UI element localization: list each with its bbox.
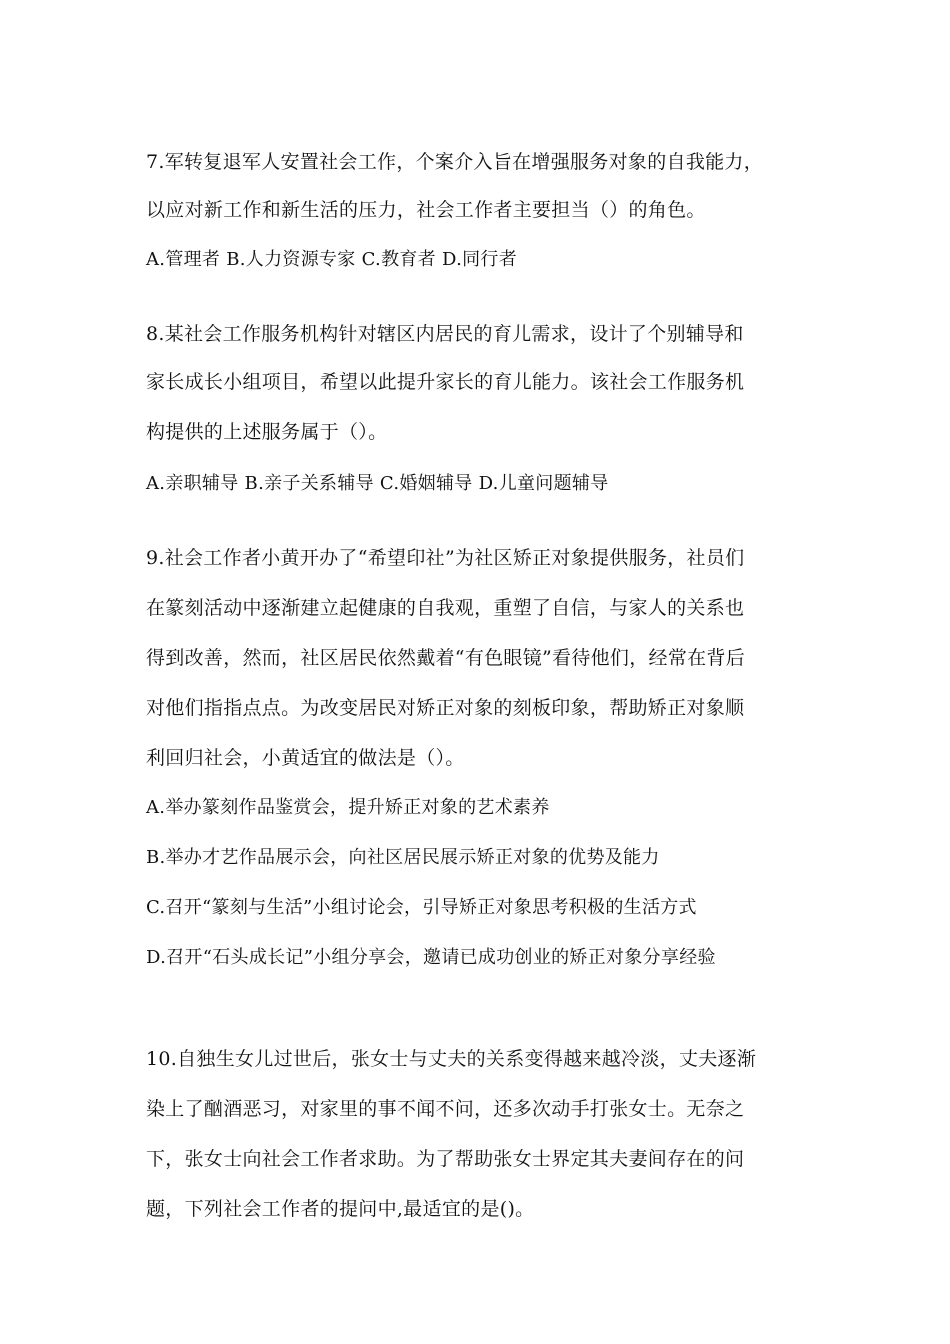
question-stem-line: 构提供的上述服务属于（）。: [146, 421, 388, 443]
question-stem-line: 利回归社会，小黄适宜的做法是（）。: [146, 747, 465, 769]
question-stem-line: 以应对新工作和新生活的压力，社会工作者主要担当（）的角色。: [146, 199, 706, 221]
question-stem-line: 8.某社会工作服务机构针对辖区内居民的育儿需求，设计了个别辅导和: [146, 323, 744, 345]
question-stem-line: 染上了酗酒恶习，对家里的事不闻不问，还多次动手打张女士。无奈之: [146, 1098, 745, 1120]
answer-option-a: A.举办篆刻作品鉴赏会，提升矫正对象的艺术素养: [146, 797, 550, 818]
answer-option-c: C.召开“篆刻与生活”小组讨论会，引导矫正对象思考积极的生活方式: [146, 897, 697, 918]
question-stem-line: 7.军转复退军人安置社会工作，个案介入旨在增强服务对象的自我能力，: [146, 151, 764, 173]
question-stem-line: 下，张女士向社会工作者求助。为了帮助张女士界定其夫妻间存在的问: [146, 1148, 745, 1170]
question-stem-line: 在篆刻活动中逐渐建立起健康的自我观，重塑了自信，与家人的关系也: [146, 597, 745, 619]
question-stem-line: 对他们指指点点。为改变居民对矫正对象的刻板印象，帮助矫正对象顺: [146, 697, 745, 719]
question-stem-line: 得到改善，然而，社区居民依然戴着“有色眼镜”看待他们，经常在背后: [146, 647, 746, 669]
answer-option-b: B.举办才艺作品展示会，向社区居民展示矫正对象的优势及能力: [146, 847, 660, 868]
question-stem-line: 家长成长小组项目，希望以此提升家长的育儿能力。该社会工作服务机: [146, 371, 745, 393]
question-stem-line: 9.社会工作者小黄开办了“希望印社”为社区矫正对象提供服务，社员们: [146, 547, 745, 569]
answer-options: A.管理者 B.人力资源专家 C.教育者 D.同行者: [146, 249, 517, 270]
question-stem-line: 题，下列社会工作者的提问中,最适宜的是()。: [146, 1198, 535, 1220]
answer-option-d: D.召开“石头成长记”小组分享会，邀请已成功创业的矫正对象分享经验: [146, 947, 716, 968]
answer-options: A.亲职辅导 B.亲子关系辅导 C.婚姻辅导 D.儿童问题辅导: [146, 473, 609, 494]
question-stem-line: 10.自独生女儿过世后，张女士与丈夫的关系变得越来越冷淡，丈夫逐渐: [146, 1048, 757, 1070]
